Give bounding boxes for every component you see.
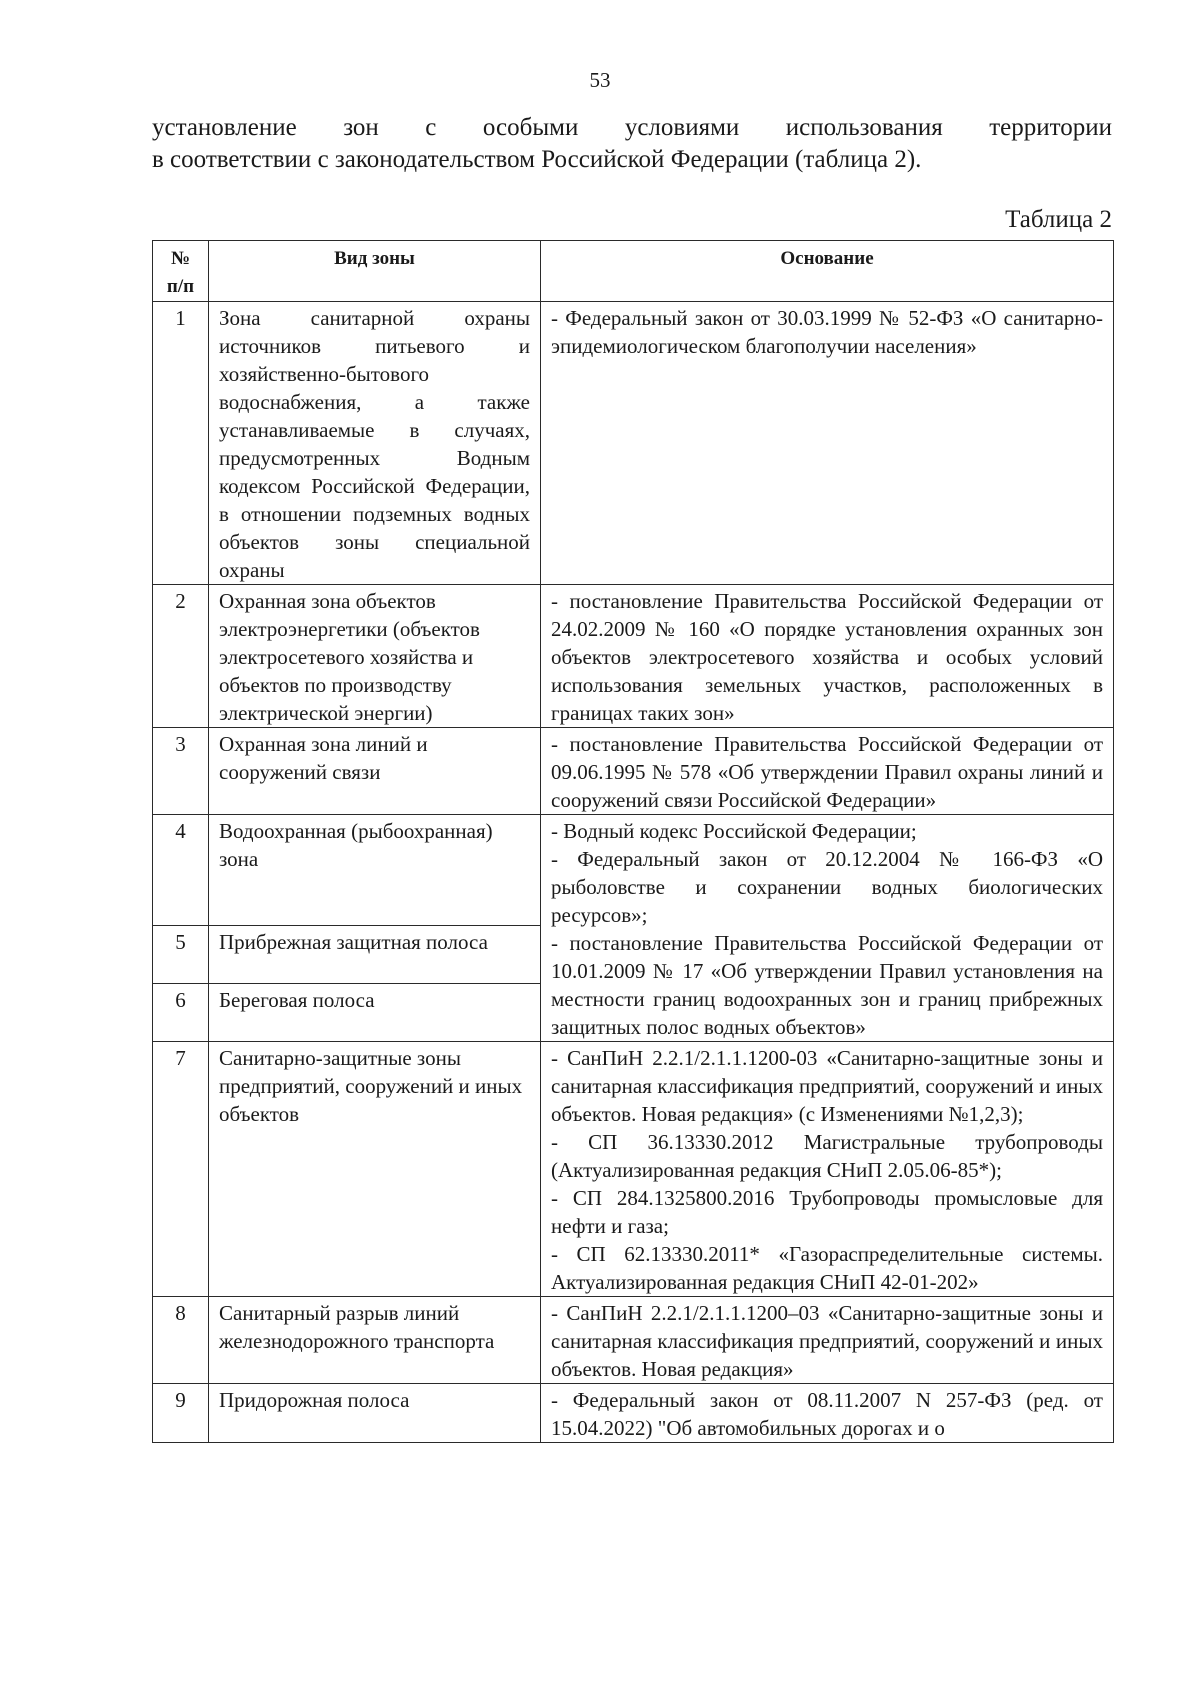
zone-type-cell: Зона санитарной охраны источников питьевого и хозяйственно-бытового водоснабжения, а также устанавливаемые в случаях, предусмотренных Водным кодексом Российской Федерации, в отношении подземных водных объектов зоны специальной охраны [209,302,541,585]
table-row [153,1384,1114,1443]
zone-type-cell: Береговая полоса [209,983,541,1041]
basis-item: - СП 284.1325800.2016 Трубопроводы промысловые для нефти и газа; [551,1186,1103,1238]
basis-item: - Федеральный закон от 20.12.2004 № 166-ФЗ «О рыболовстве и сохранении водных биологических ресурсов»; [551,847,1103,927]
row-number: 1 [153,302,209,585]
zone-type-cell: Водоохранная (рыбоохранная) зона [209,815,541,926]
basis-cell [541,1297,1114,1384]
basis-cell [541,585,1114,728]
row-number: 2 [153,585,209,728]
header-zone-type: Вид зоны [209,241,541,302]
basis-item: - СП 62.13330.2011* «Газораспределительные системы. Актуализированная редакция СНиП 42-01-202» [551,1242,1103,1294]
zones-table [152,240,1114,1443]
page-number: 53 [589,68,611,92]
basis-item: - постановление Правительства Российской Федерации от 09.06.1995 № 578 «Об утверждении Правил охраны линий и сооружений связи Российской Федерации» [551,732,1103,812]
zone-type-cell: Санитарно-защитные зоны предприятий, сооружений и иных объектов [209,1042,541,1297]
zone-type-cell: Охранная зона линий и сооружений связи [209,728,541,815]
basis-item: - СанПиН 2.2.1/2.1.1.1200-03 «Санитарно-защитные зоны и санитарная классификация предприятий, сооружений и иных объектов. Новая редакция» (с Изменениями №1,2,3); [551,1046,1103,1126]
table-row [153,302,1114,585]
table-row [153,585,1114,728]
basis-cell [541,728,1114,815]
basis-item: - СанПиН 2.2.1/2.1.1.1200–03 «Санитарно-защитные зоны и санитарная классификация предприятий, сооружений и иных объектов. Новая редакция» [551,1301,1103,1381]
table-caption: Таблица 2 [1005,206,1112,233]
row-number: 7 [153,1042,209,1297]
basis-item: - постановление Правительства Российской Федерации от 24.02.2009 № 160 «О порядке установления охранных зон объектов электросетевого хозяйства и особых условий использования земельных участков, расположенных в границах таких зон» [551,589,1103,725]
basis-item: - постановление Правительства Российской Федерации от 10.01.2009 № 17 «Об утверждении Правил установления на местности границ водоохранных зон и границ прибрежных защитных полос водных объектов» [551,931,1103,1039]
table-row [153,728,1114,815]
header-num: № п/п [153,241,209,302]
basis-item: - Федеральный закон от 08.11.2007 N 257-ФЗ (ред. от 15.04.2022) "Об автомобильных дорогах и о [551,1388,1103,1440]
basis-item: - Федеральный закон от 30.03.1999 № 52-ФЗ «О санитарно-эпидемиологическом благополучии населения» [551,306,1103,358]
basis-cell-shared [541,815,1114,1042]
zone-type-cell: Охранная зона объектов электроэнергетики (объектов электросетевого хозяйства и объектов по производству электрической энергии) [209,585,541,728]
row-number: 5 [153,925,209,983]
row-number: 8 [153,1297,209,1384]
table-row [153,1297,1114,1384]
zone-type-cell: Санитарный разрыв линий железнодорожного транспорта [209,1297,541,1384]
basis-item: - СП 36.13330.2012 Магистральные трубопроводы (Актуализированная редакция СНиП 2.05.06-85*); [551,1130,1103,1182]
row-number: 3 [153,728,209,815]
table-row [153,815,1114,926]
table-row [153,1042,1114,1297]
row-number: 6 [153,983,209,1041]
row-number: 4 [153,815,209,926]
header-basis: Основание [541,241,1114,302]
basis-cell [541,1384,1114,1443]
intro-paragraph [152,112,1112,176]
basis-item: - Водный кодекс Российской Федерации; [551,819,917,843]
basis-cell [541,302,1114,585]
basis-cell [541,1042,1114,1297]
zone-type-cell: Прибрежная защитная полоса [209,925,541,983]
intro-line-1: установление зон с особыми условиями использования территории [152,114,1112,141]
table-header-row [153,241,1114,302]
row-number: 9 [153,1384,209,1443]
zone-type-cell: Придорожная полоса [209,1384,541,1443]
intro-line-2: в соответствии с законодательством Российской Федерации (таблица 2). [152,146,922,173]
